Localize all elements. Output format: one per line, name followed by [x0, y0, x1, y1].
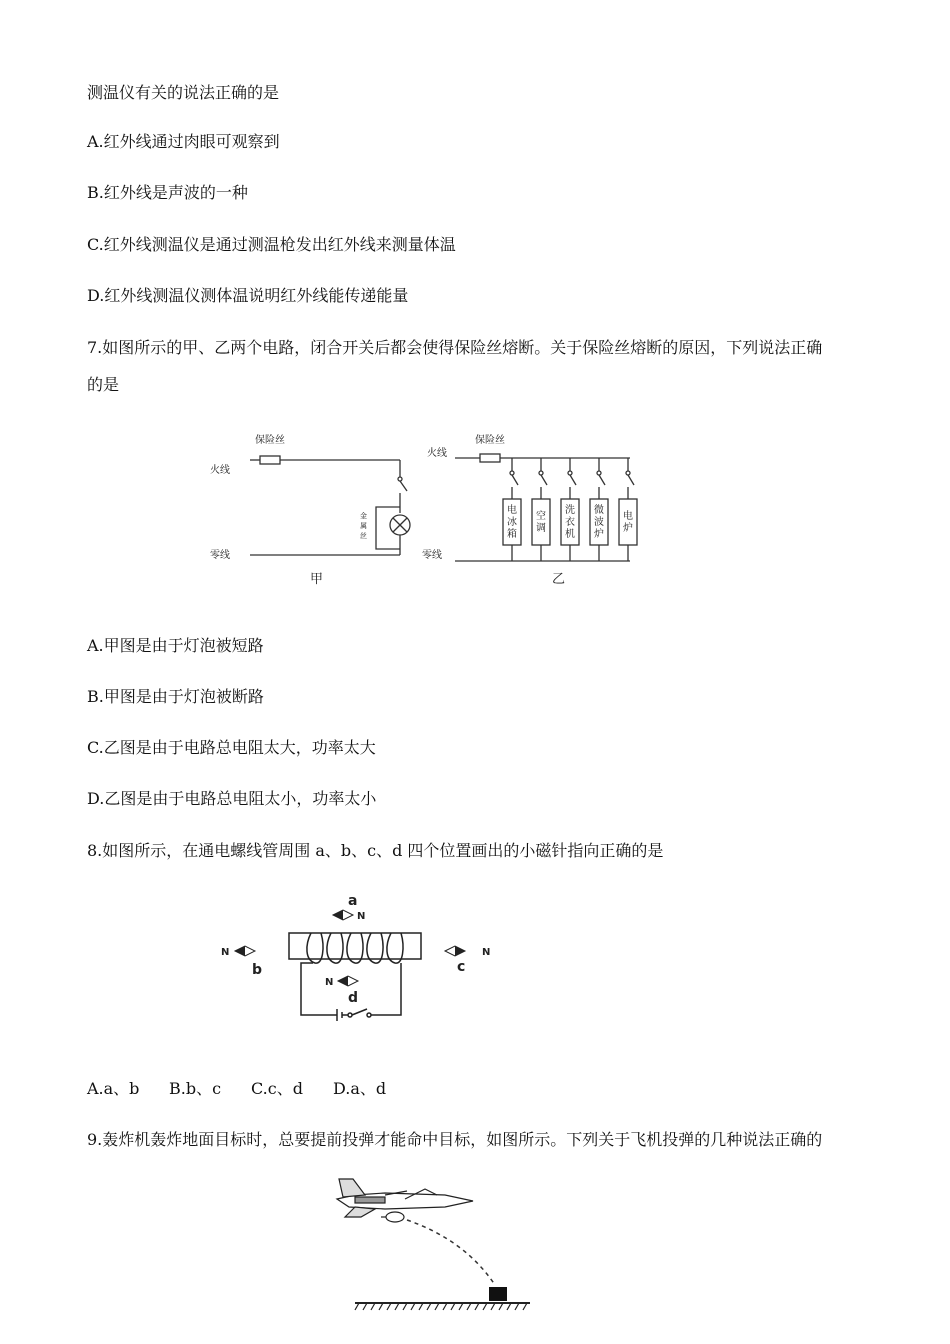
q6-option-d: D.红外线测温仪测体温说明红外线能传递能量 [87, 286, 409, 305]
jia-wire-label-2: 属 [360, 522, 367, 530]
q7-stem-line1: 7.如图所示的甲、乙两个电路，闭合开关后都会使得保险丝熔断。关于保险丝熔断的原因，下列说法正确 [87, 338, 823, 357]
q7-option-d: D.乙图是由于电路总电阻太小，功率太小 [87, 789, 377, 808]
bomber-plane [337, 1179, 473, 1217]
label-a: a [348, 893, 358, 909]
q6-option-a: A.红外线通过肉眼可观察到 [87, 132, 280, 151]
appliance-5-c1: 电 [623, 511, 633, 522]
falling-bomb [381, 1212, 404, 1222]
circuit-jia [250, 456, 410, 555]
jia-fuse-label: 保险丝 [255, 435, 285, 446]
appliance-1-c3: 箱 [507, 529, 517, 540]
yi-fuse-label: 保险丝 [475, 435, 505, 446]
appliance-4-c3: 炉 [594, 529, 604, 540]
appliance-2-c1: 空 [536, 511, 546, 522]
ground-target [489, 1287, 507, 1301]
appliance-1-c2: 冰 [507, 517, 517, 528]
q8-option-d: D.a、d [333, 1079, 387, 1098]
n-label-c: N [482, 947, 491, 958]
q7-stem-line2: 的是 [87, 375, 120, 394]
label-b: b [252, 962, 263, 978]
n-label-d: N [325, 977, 334, 988]
n-label-a: N [357, 911, 366, 922]
jia-live-label: 火线 [210, 465, 230, 476]
q8-option-c: C.c、d [251, 1079, 303, 1098]
circuit-yi [455, 454, 637, 561]
q9-bomber-figure [325, 1165, 540, 1315]
appliance-1-c1: 电 [507, 505, 517, 516]
q7-option-c: C.乙图是由于电路总电阻太大，功率太大 [87, 738, 376, 757]
appliance-3-c2: 衣 [565, 517, 575, 528]
yi-live-label: 火线 [427, 448, 447, 459]
label-d: d [348, 990, 359, 1006]
jia-neutral-label: 零线 [210, 550, 230, 561]
appliance-2-c2: 调 [536, 523, 546, 534]
q6-option-c: C.红外线测温仪是通过测温枪发出红外线来测量体温 [87, 235, 456, 254]
n-label-b: N [221, 947, 230, 958]
q6-stem: 测温仪有关的说法正确的是 [87, 83, 280, 102]
jia-wire-label-1: 金 [360, 512, 367, 520]
q7-option-a: A.甲图是由于灯泡被短路 [87, 636, 264, 655]
appliance-3-c1: 洗 [565, 505, 575, 516]
q7-option-b: B.甲图是由于灯泡被断路 [87, 687, 264, 706]
q8-option-b: B.b、c [169, 1079, 222, 1098]
label-c: c [457, 959, 466, 975]
appliance-3-c3: 机 [565, 529, 575, 540]
yi-caption: 乙 [552, 572, 566, 587]
q8-option-a: A.a、b [87, 1079, 140, 1098]
appliance-4-c1: 微 [594, 505, 604, 516]
q7-circuit-figure [200, 425, 660, 595]
appliance-5-c2: 炉 [623, 523, 633, 534]
jia-caption: 甲 [310, 572, 324, 587]
q9-stem: 9.轰炸机轰炸地面目标时，总要提前投弹才能命中目标，如图所示。下列关于飞机投弹的几种说法正确的 [87, 1130, 823, 1149]
appliance-4-c2: 波 [594, 517, 604, 528]
q6-option-b: B.红外线是声波的一种 [87, 183, 248, 202]
q8-solenoid-figure [205, 885, 505, 1030]
q8-options [87, 1079, 386, 1099]
jia-wire-label-3: 丝 [360, 532, 367, 540]
q8-stem: 8.如图所示，在通电螺线管周围 a、b、c、d 四个位置画出的小磁针指向正确的是 [87, 841, 664, 860]
yi-neutral-label: 零线 [422, 550, 442, 561]
